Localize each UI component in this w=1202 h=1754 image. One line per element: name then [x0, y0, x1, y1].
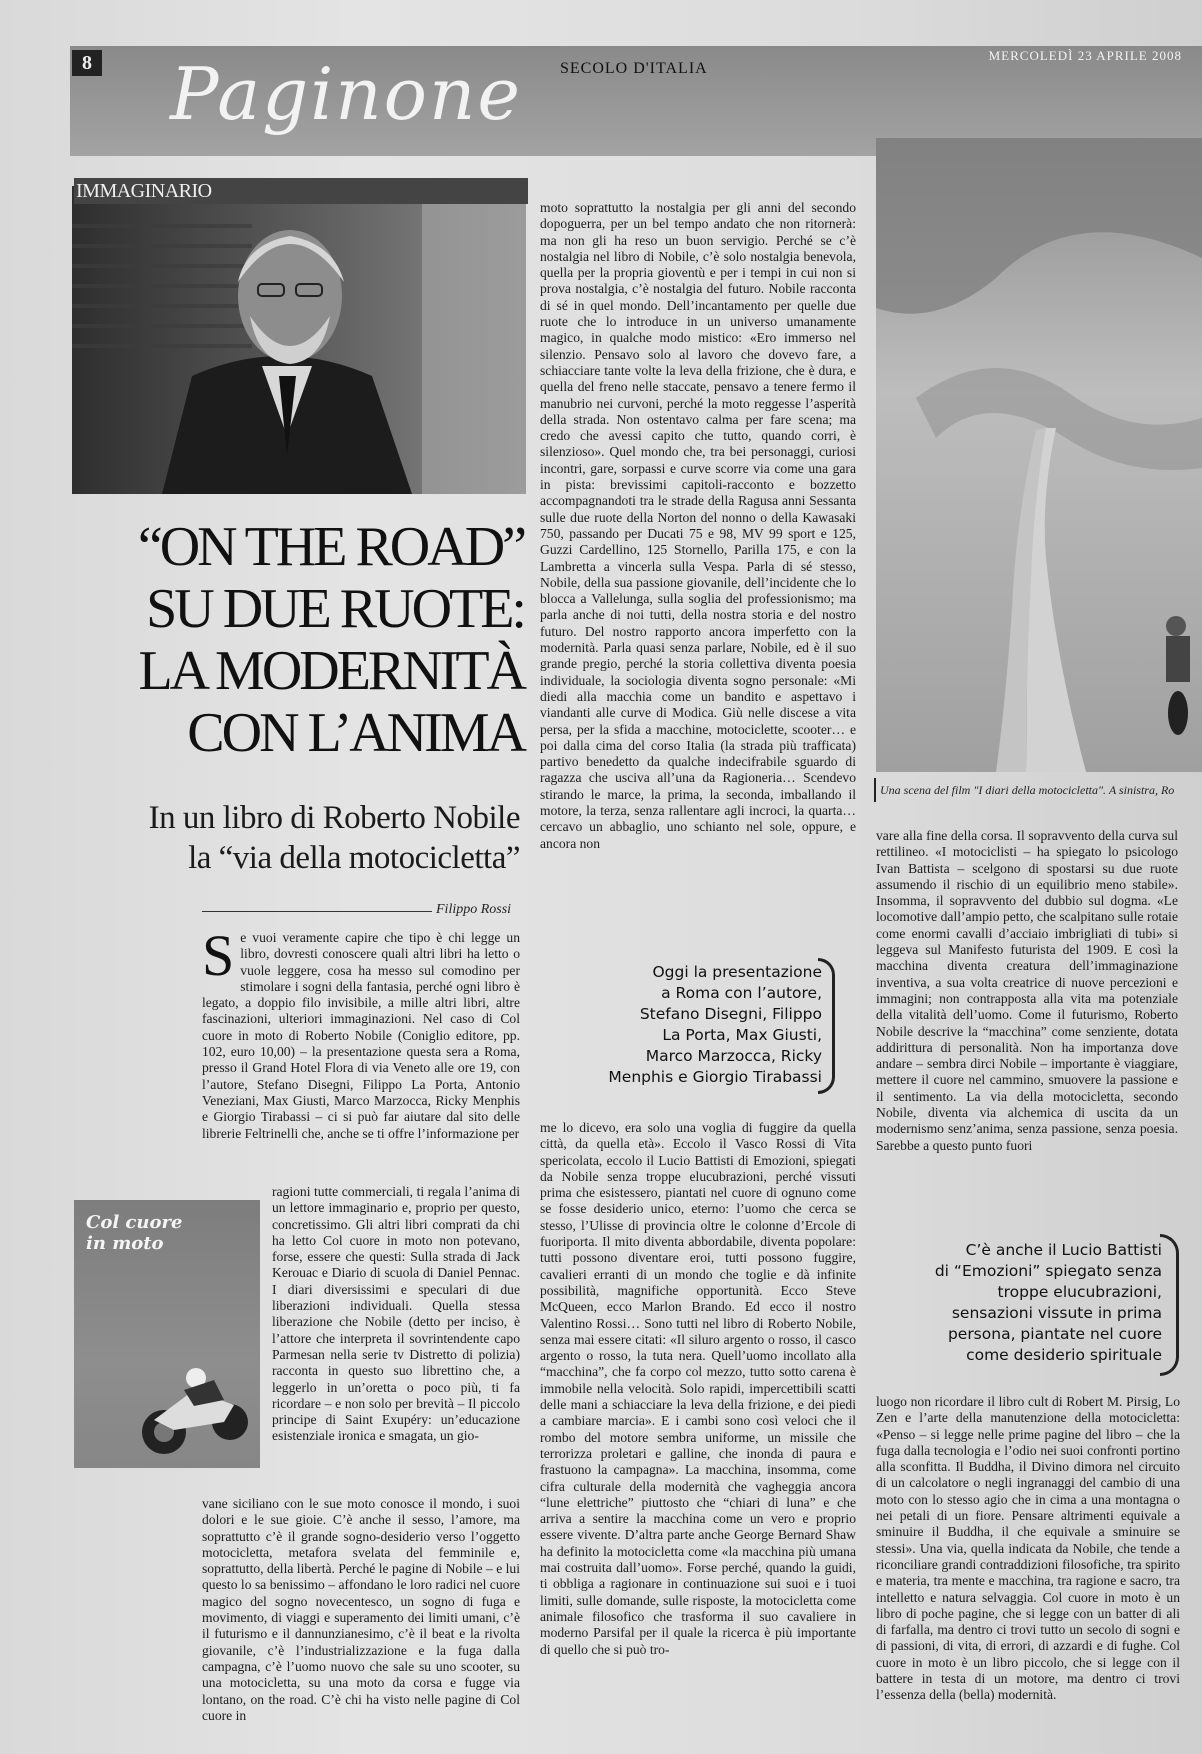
pullquote-1-line-6: Menphis e Giorgio Tirabassi	[608, 1068, 822, 1086]
rubric-label: IMMAGINARIO	[76, 180, 212, 202]
pullquote-1-line-2: a Roma con l’autore,	[661, 984, 822, 1002]
photo-road-scene	[876, 138, 1202, 772]
pullquote-2-line-1: C’è anche il Lucio Battisti	[965, 1241, 1162, 1259]
byline-rule	[202, 911, 432, 912]
pullquote-1-bracket	[818, 958, 835, 1094]
section-title: Paginone	[170, 52, 522, 136]
photo-roberto-nobile	[72, 186, 526, 494]
pullquote-2-line-2: di “Emozioni” spiegato senza	[934, 1262, 1162, 1280]
article-col3-bottom: luogo non ricordare il libro cult di Robert M. Pirsig, Lo Zen e l’arte della manutenzione della motocicletta: «Penso – si legge nelle prime pagine del libro – che la fuga dalla tecnologia e l’odio nei suoi confronti portino alla sconfitta. Il Buddha, il Divino dimora nel circuito di un calcolatore o negli ingranaggi del cambio di una moto con lo stesso agio che in cima a una montagna o nei petali di un fiore. Pensare altrimenti equivale a sminuire il Buddha, il che equivale a sminuire se stessi». Una via, quella indicata da Nobile, che tende a riconciliare grandi contraddizioni filosofiche, tra spirito e materia, tra mente e macchina, tra ragione e sacro, tra intelletto e natura selvaggia. Col cuore in moto è un libro di poche pagine, che si legge con un batter di ali di farfalla, ma dentro ci trovi tutto un secolo di sogni e di passioni, di vita, di errori, di azzardi e di fughe. Col cuore in moto è un libro piccolo, che si legge con il battere in testa di un motore, ma dentro ci trovi l’essenza della (bella) modernità.	[876, 1394, 1180, 1703]
pullquote-2-line-4: sensazioni vissute in prima	[951, 1304, 1162, 1322]
pullquote-2-line-3: troppe elucubrazioni,	[997, 1283, 1162, 1301]
book-cover-image	[74, 1200, 260, 1468]
article-col1-wrap: ragioni tutte commerciali, ti regala l’anima di un lettore immaginario e, proprio per questo, concretissimo. Gli altri libri comprati da chi ha letto Col cuore in moto non potevano, forse, essere che questi: Sulla strada di Jack Kerouac e Diario di scuola di Daniel Pennac. I diari diversissimi e speculari di due liberazioni individuali. Quella stessa liberazione che Nobile (detto per inciso, è l’attore che interpreta il sovrintendente capo Parmesan nella serie tv Distretto di polizia) racconta in questo suo librettino che, a leggerlo in un’oretta o poco più, ti fa ricordare – e non solo per brevità – Il piccolo principe di Saint Exupéry: un’educazione esistenziale ironica e smagata, un gio-	[272, 1184, 520, 1444]
page-number: 8	[72, 50, 102, 76]
book-cover-title-line-2: in moto	[86, 1233, 164, 1254]
pullquote-battisti	[896, 1240, 1162, 1366]
pullquote-1-line-5: Marco Marzocca, Ricky	[645, 1047, 822, 1065]
article-col1-top	[202, 930, 520, 1180]
caption-rule	[874, 778, 876, 802]
pullquote-presentation	[560, 962, 822, 1088]
headline	[70, 516, 524, 764]
headline-line-3: LA MODERNITÀ	[138, 640, 524, 702]
pullquote-2-line-5: persona, piantate nel cuore	[947, 1325, 1162, 1343]
headline-line-4: CON L’ANIMA	[187, 702, 524, 764]
article-col2-bottom: me lo dicevo, era solo una voglia di fuggire da quella città, da quella età». Eccolo il Vasco Rossi di Vita spericolata, eccolo il Lucio Battisti di Emozioni, spiegati da Nobile senza troppe elucubrazioni, perché vissuti prima che esistessero, piantati nel cuore di ognuno come se fosse desiderio unico, eterno: l’uomo che cerca se stesso, l’Ulisse di provincia oltre le colonne d’Ercole di fuoriporta. Il mito diventa abbordabile, diventa popolare: tutti possono diventare eroi, tutti possono fuggire, cavalieri erranti di un mondo che toglie e dà infinite possibilità, magnifiche opportunità. Ecco Steve McQueen, ecco Marlon Brando. Ed ecco il nostro Valentino Rossi… Sono tutti nel libro di Roberto Nobile, senza mai essere citati: «Il siluro argento o rosso, il casco argento o rosso, la tuta nera. Quell’uomo incollato alla “macchina”, che fa corpo col mezzo, tutto sotto carena è immobile nella velocità. Solo rapidi, impercettibili scatti delle mani a schiacciare la leva della frizione, e dei piedi a cambiare marcia». E i cambi sono così veloci che il rombo del motore sembra uniforme, un missile che terrorizza proletari e galline, che inonda di paura e frastuono la campagna». La macchina, insomma, come cifra culturale della modernità che vagheggia ancora “lune elettriche” piuttosto che “chiari di luna” e che arriva a sentire la macchina come un vero e proprio essere vivente. D’altra parte anche George Bernard Shaw ha definito la motocicletta come «la macchina più umana mai costruita dall’uomo». Forse perché, quando la guidi, ti obbliga a ragionare in continuazione sui suoi e i tuoi limiti, sulle domande, sulle risposte, la motocicletta come animale filosofico che trasforma il suo cavaliere in moderno Parsifal per il quale la ricerca è più importante di quello che si può tro-	[540, 1120, 856, 1657]
byline: Filippo Rossi	[436, 902, 512, 917]
drop-cap: S	[202, 930, 235, 988]
motorcyclist-illustration	[134, 1350, 254, 1460]
pullquote-1-line-3: Stefano Disegni, Filippo	[639, 1005, 822, 1023]
pullquote-2-line-6: come desiderio spirituale	[966, 1346, 1162, 1364]
issue-date: MERCOLEDÌ 23 APRILE 2008	[988, 48, 1182, 63]
newspaper-name: SECOLO D'ITALIA	[560, 60, 708, 77]
article-col3-top: vare alla fine della corsa. Il sopravvento della curva sul rettilineo. «I motociclisti – ha spiegato lo psicologo Ivan Battista – scelgono di spostarsi su due ruote assumendo il rischio di un equilibrio meno stabile». Insomma, il sopravvento del dubbio sul dogma. «Le locomotive dall’ampio petto, che scalpitano sulle rotaie come enormi cavalli d’acciaio imbrigliati di tubi» si leggeva sul Manifesto futurista del 1909. E così la macchina diventa creatura dell’immaginazione inventiva, a sua volta creatrice di nuove percezioni e immagini; non contrapposta alla vita ma potenziale della vitalità dell’uomo. Come il futurismo, Roberto Nobile descrive la “macchina” come senziente, dotata addirittura di personalità. Non ha importanza dove andare – sembra dirci Nobile – importante è viaggiare, mettere il cuore nel cammino, smuovere la passione e il sentimento. La via della motocicletta, secondo Nobile, diventa via alchemica di uscita da un modernismo senz’anima, senza passione, senza poesia. Sarebbe a questo punto fuori	[876, 828, 1178, 1153]
pullquote-2-bracket	[1160, 1234, 1179, 1376]
headline-line-2: SU DUE RUOTE:	[146, 578, 524, 640]
book-cover-title-line-1: Col cuore	[86, 1212, 183, 1233]
article-col1-bottom: vane siciliano con le sue moto conosce il mondo, i suoi dolori e le sue gioie. C’è anche il sesso, l’amore, ma soprattutto c’è il grande sogno-desiderio verso l’oggetto motocicletta, metafora svelata del femminile e, soprattutto, della libertà. Perché le pagine di Nobile – e lui questo lo sa benissimo – affondano le loro radici nel cuore magico del sogno novecentesco, un sogno di fuga e movimento, di viaggi e superamento dei limiti umani, c’è il futurismo e il dannunzianesimo, c’è il beat e la rivolta giovanile, c’è l’industrializzazione e la fuga dalla campagna, c’è l’uomo nuovo che sale su uno scooter, su una motocicletta, su una moto da corsa e fugge via lontano, on the road. C’è chi ha visto nelle pagine di Col cuore in	[202, 1496, 520, 1723]
subhead-line-1: In un libro di Roberto Nobile	[148, 800, 520, 836]
book-cover-title	[86, 1212, 182, 1254]
pullquote-1-line-4: La Porta, Max Giusti,	[662, 1026, 822, 1044]
article-col2-top: moto soprattutto la nostalgia per gli anni del secondo dopoguerra, per un bel tempo andato che non ritornerà: ma non gli ha reso un buon servigio. Perché se c’è nostalgia nel libro di Nobile, c’è solo nostalgia benevola, quella per la propria gioventù e per i tempi in cui non si prova nostalgia, c’è nostalgia del futuro. Nobile racconta di sé in quel mondo. Dell’incantamento per quelle due ruote che lo introduce in un universo umanamente magico, in qualche modo mistico: «Ero immerso nel silenzio. Pensavo solo al lavoro che dovevo fare, a schiacciare tante volte la leva della frizione, che è dura, e quella del freno nelle staccate, pensavo a tenere fermo il manubrio nei curvoni, perché la moto reggesse l’asperità della strada. Non ostentavo calma per fare scena; ma credo che avessi capito che tutto, quando corri, è silenzioso». Quel mondo che, tra bei personaggi, curiosi incontri, gare, sorpassi e curve scorre via come una gara in pista: brevissimi capitoli-racconto e bozzetto accompagnandoti tra le strade della Ragusa anni Sessanta sulle due ruote della Norton del nonno o della Kawasaki 750, passando per Ducati 75 e 98, MV 99 sport e 125, Guzzi Cardellino, 125 Stornello, Parilla 175, e con la Lambretta a vincerla sulla Vespa. Parla di sé stesso, Nobile, della sua passione giovanile, dell’incidente che lo blocca a Vallelunga, sulla soglia del professionismo; ma parla anche di noi tutti, della nostra storia e del nostro futuro. Del nostro rapporto ancora imperfetto con la modernità. Parla quasi senza parlare, Nobile, ed è il suo grande pregio, perché la storia collettiva diventa poesia individuale, la sociologia diventa sogno personale: «Mi diedi alla macchia come un bandito e aspettavo i viandanti alle curve di Modica. Giù nelle discese a vita persa, per la sfida a macchine, motociclette, scooter… e poi dalla cima del corso Italia (la strada più trafficata) partivo benedetto da qualche indecifrabile sguardo di ragazza che usciva all’una da Ragioneria… Scendevo stirando le marce, la prima, la seconda, imballando il motore, la terza, senza rallentare agli incroci, la quarta… cercavo un abbaglio, uno schianto nel sole, oppure, e ancora non	[540, 200, 856, 851]
pullquote-1-line-1: Oggi la presentazione	[652, 963, 822, 981]
headline-line-1: “ON THE ROAD”	[137, 516, 524, 578]
subheadline	[70, 798, 520, 878]
photo-caption: Una scena del film "I diari della motocicletta". A sinistra, Ro	[880, 783, 1175, 797]
col1-top-text: e vuoi veramente capire che tipo è chi legge un libro, dovresti conoscere quali altri libri ha letto o vuole leggere, cosa ha messo sul comodino per stimolare i sogni della fantasia, perché ogni libro è legato, a doppio filo invisibile, a mille altri libri, altre fascinazioni, ulteriori immaginazioni. Nel caso di Col cuore in moto di Roberto Nobile (Coniglio editore, pp. 102, euro 10,00) – la presentazione questa sera a Roma, presso il Grand Hotel Flora di via Veneto alle ore 19, con l’autore, Stefano Disegni, Filippo La Porta, Antonio Veneziani, Max Giusti, Marco Marzocca, Ricky Menphis e Giorgio Tirabassi – ci si può far aiutare dal sito delle librerie Feltrinelli che, anche se ti offre l’informazione per	[202, 930, 520, 1141]
subhead-line-2: la “via della motocicletta”	[188, 840, 520, 876]
